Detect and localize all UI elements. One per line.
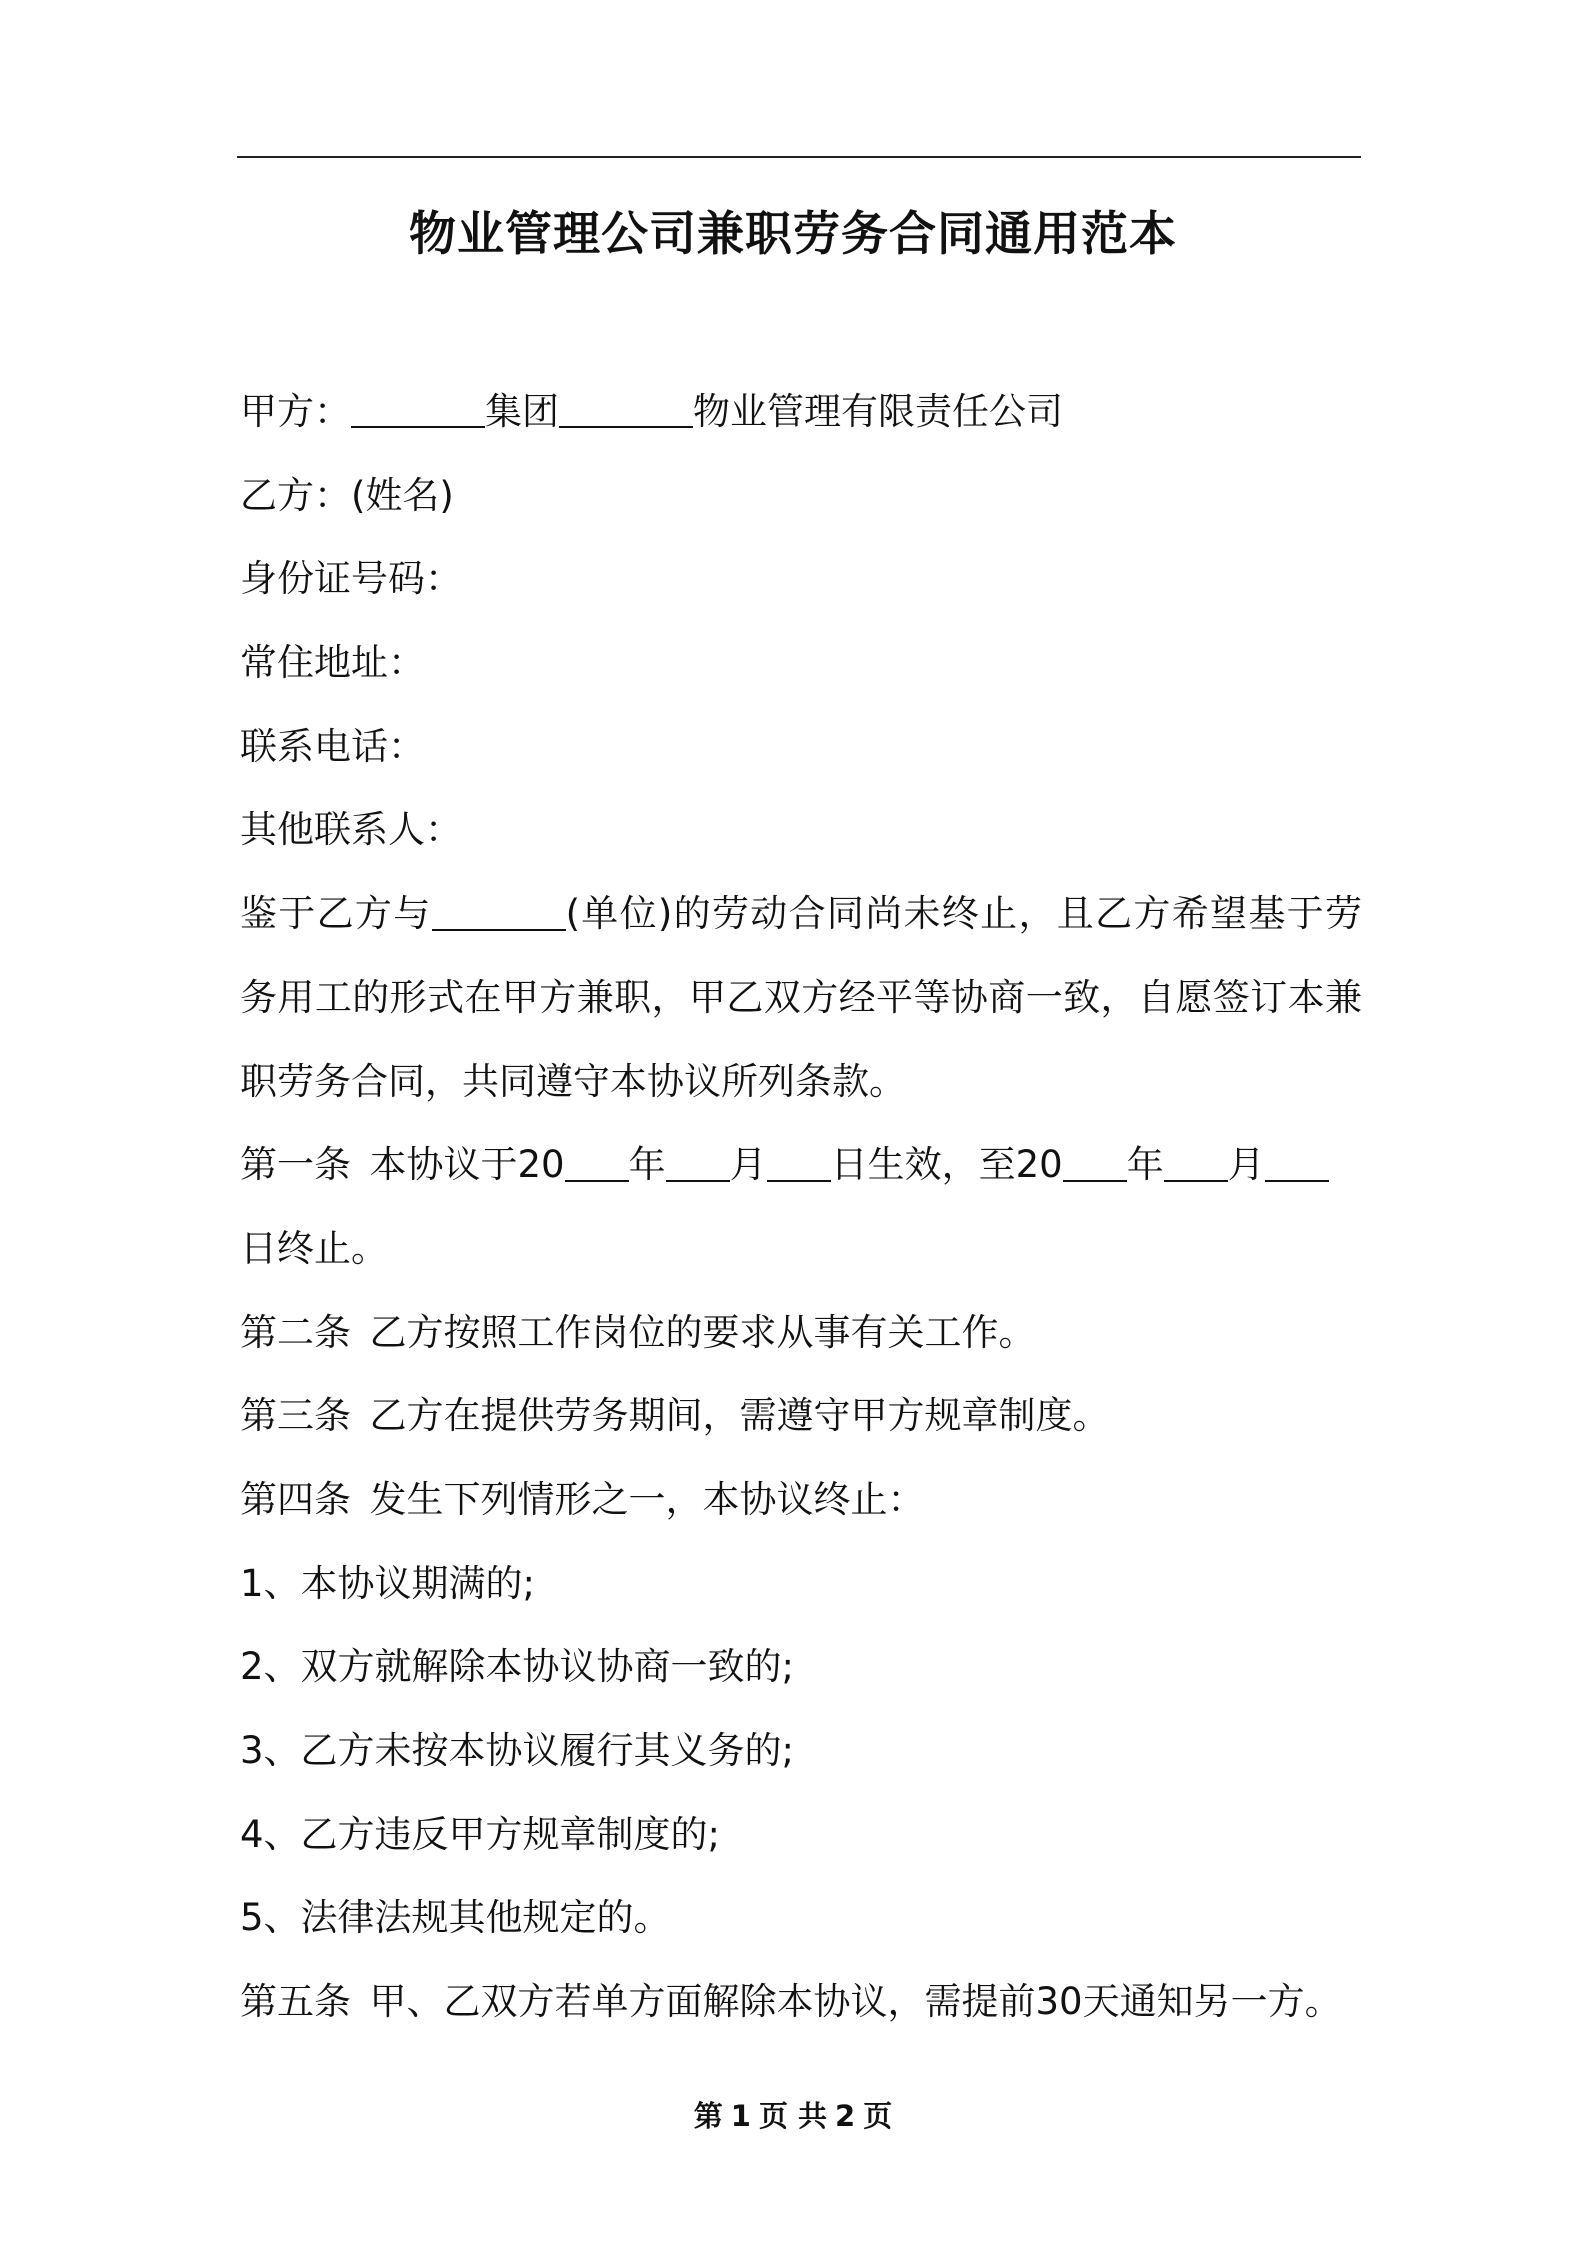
article-5-label: 第五条 xyxy=(240,1980,351,2024)
phone-line: 联系电话： xyxy=(240,724,425,768)
article-3-text: 乙方在提供劳务期间，需遵守甲方规章制度。 xyxy=(369,1394,1110,1438)
article-1-month2: 月 xyxy=(1227,1143,1265,1187)
preamble-prefix: 鉴于乙方与 xyxy=(240,892,432,936)
article-5-line xyxy=(240,1960,1362,2044)
start-year-blank xyxy=(565,1143,629,1182)
end-day-blank xyxy=(1265,1143,1329,1182)
article-1-year2: 年 xyxy=(1126,1143,1164,1187)
termination-item: 1、本协议期满的; xyxy=(240,1561,536,1605)
article-1-start: 本协议于20 xyxy=(369,1143,565,1187)
preamble-line-3: 职劳务合同，共同遵守本协议所列条款。 xyxy=(240,1059,906,1103)
end-month-blank xyxy=(1164,1143,1228,1182)
article-2-label: 第二条 xyxy=(240,1310,351,1354)
party-b-line: 乙方：(姓名) xyxy=(240,473,454,517)
preamble-line-2: 务用工的形式在甲方兼职，甲乙双方经平等协商一致，自愿签订本兼 xyxy=(240,975,1362,1019)
article-5-text: 甲、乙双方若单方面解除本协议，需提前30天通知另一方。 xyxy=(369,1980,1342,2024)
party-a-middle: 集团 xyxy=(485,390,559,433)
article-4-line xyxy=(240,1458,1362,1542)
document-title: 物业管理公司兼职劳务合同通用范本 xyxy=(409,207,1177,262)
article-1-line-1 xyxy=(240,1123,1362,1207)
page-middle: 页 共 xyxy=(758,2099,828,2133)
article-4-label: 第四条 xyxy=(240,1477,351,1521)
article-1-month1: 月 xyxy=(729,1143,767,1187)
article-1-effective: 日生效，至20 xyxy=(830,1143,1063,1187)
party-a-line xyxy=(240,370,1362,454)
page-footer xyxy=(0,2096,1586,2136)
current-page-number: 1 xyxy=(730,2099,751,2133)
start-month-blank xyxy=(666,1143,730,1182)
article-3-label: 第三条 xyxy=(240,1394,351,1438)
address-line: 常住地址： xyxy=(240,641,425,685)
company-name-blank xyxy=(559,389,693,428)
termination-item: 4、乙方违反甲方规章制度的; xyxy=(240,1812,721,1856)
group-name-blank xyxy=(351,389,485,428)
page-prefix: 第 xyxy=(693,2099,723,2133)
other-contact-line: 其他联系人： xyxy=(240,808,462,852)
start-day-blank xyxy=(767,1143,831,1182)
employer-blank xyxy=(432,892,566,931)
party-a-label: 甲方： xyxy=(240,390,351,433)
party-a-suffix: 物业管理有限责任公司 xyxy=(693,390,1063,433)
article-2-text: 乙方按照工作岗位的要求从事有关工作。 xyxy=(369,1310,1036,1354)
article-1-year1: 年 xyxy=(628,1143,666,1187)
article-1-label: 第一条 xyxy=(240,1143,351,1187)
page-suffix: 页 xyxy=(863,2099,893,2133)
termination-item: 3、乙方未按本协议履行其义务的; xyxy=(240,1729,795,1772)
preamble-suffix: (单位)的劳动合同尚未终止，且乙方希望基于劳 xyxy=(565,892,1362,936)
total-pages-number: 2 xyxy=(835,2099,856,2133)
id-number-line: 身份证号码： xyxy=(240,557,462,601)
article-3-line xyxy=(240,1374,1362,1458)
article-2-line xyxy=(240,1291,1362,1375)
end-year-blank xyxy=(1063,1143,1127,1182)
termination-item: 5、法律法规其他规定的。 xyxy=(240,1896,671,1940)
header-rule xyxy=(237,156,1361,158)
article-4-text: 发生下列情形之一，本协议终止： xyxy=(369,1477,925,1521)
document-body xyxy=(240,370,1362,2044)
preamble-line-1 xyxy=(240,872,1362,956)
termination-item: 2、双方就解除本协议协商一致的; xyxy=(240,1645,795,1689)
article-1-line-2: 日终止。 xyxy=(240,1226,388,1270)
